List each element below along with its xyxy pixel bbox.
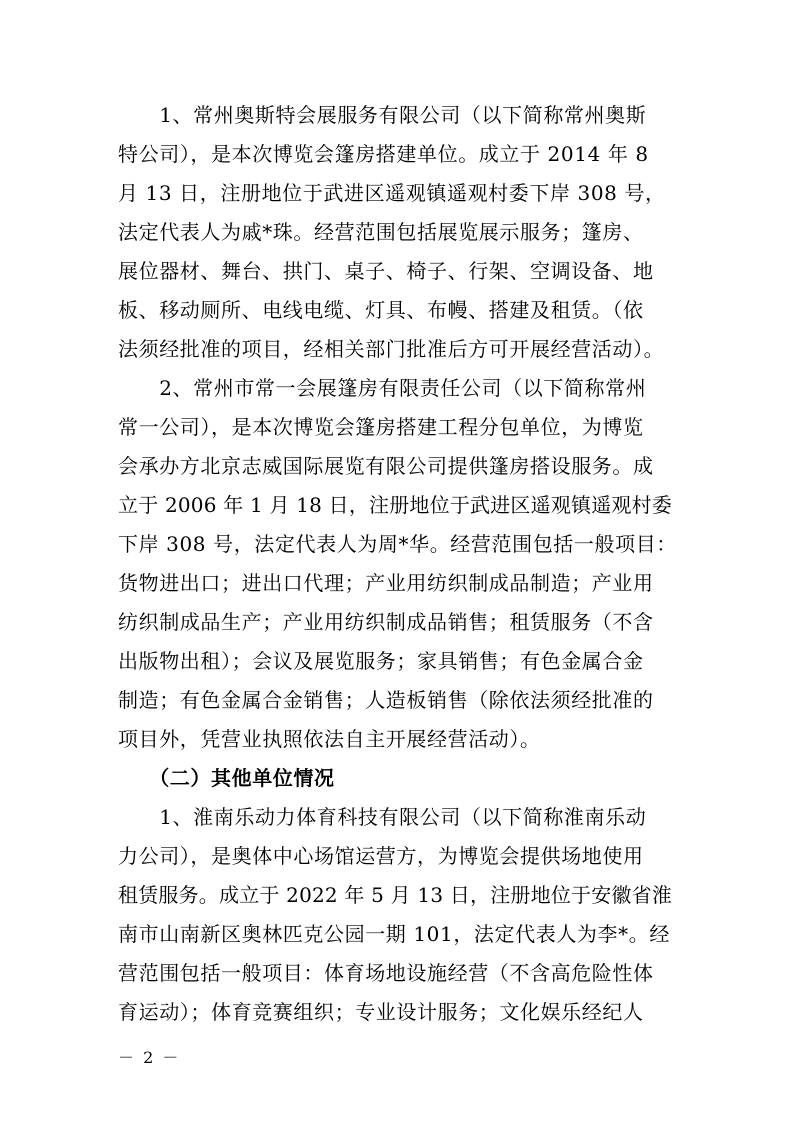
section-heading-other-units: （二）其他单位情况	[118, 766, 335, 790]
paragraph-line-22: 南市山南新区奥林匹克公园一期 101，法定代表人为李*。经	[118, 922, 670, 946]
paragraph-line-1: 1、常州奥斯特会展服务有限公司（以下简称常州奥斯	[118, 103, 647, 127]
paragraph-line-2: 特公司），是本次博览会篷房搭建单位。成立于 2014 年 8	[118, 142, 649, 166]
paragraph-line-23: 营范围包括一般项目：体育场地设施经营（不含高危险性体	[118, 961, 654, 985]
paragraph-line-24: 育运动）；体育竞赛组织；专业设计服务；文化娱乐经纪人	[118, 1000, 644, 1024]
paragraph-line-12: 下岸 308 号，法定代表人为周*华。经营范围包括一般项目：	[118, 532, 677, 556]
paragraph-line-14: 纺织制成品生产；产业用纺织制成品销售；租赁服务（不含	[118, 610, 654, 634]
paragraph-line-9: 常一公司），是本次博览会篷房搭建工程分包单位，为博览	[118, 415, 644, 439]
paragraph-line-5: 展位器材、舞台、拱门、桌子、椅子、行架、空调设备、地	[118, 259, 654, 283]
paragraph-line-6: 板、移动厕所、电线电缆、灯具、布幔、搭建及租赁。（依	[118, 298, 644, 322]
paragraph-line-8: 2、常州市常一会展篷房有限责任公司（以下简称常州	[118, 376, 647, 400]
paragraph-line-17: 项目外，凭营业执照依法自主开展经营活动）。	[118, 727, 541, 751]
paragraph-line-11: 立于 2006 年 1 月 18 日，注册地位于武进区遥观镇遥观村委	[118, 493, 673, 517]
paragraph-line-20: 力公司），是奥体中心场馆运营方，为博览会提供场地使用	[118, 844, 644, 868]
paragraph-line-4: 法定代表人为戚*珠。经营范围包括展览展示服务；篷房、	[118, 220, 644, 244]
paragraph-line-7: 法须经批准的项目，经相关部门批准后方可开展经营活动）。	[118, 337, 665, 361]
paragraph-line-21: 租赁服务。成立于 2022 年 5 月 13 日，注册地位于安徽省淮	[118, 883, 673, 907]
paragraph-line-19: 1、淮南乐动力体育科技有限公司（以下简称淮南乐动	[118, 805, 647, 829]
paragraph-line-10: 会承办方北京志威国际展览有限公司提供篷房搭设服务。成	[118, 454, 654, 478]
paragraph-line-16: 制造；有色金属合金销售；人造板销售（除依法须经批准的	[118, 688, 654, 712]
paragraph-line-3: 月 13 日，注册地位于武进区遥观镇遥观村委下岸 308 号，	[118, 181, 666, 205]
page-number: － 2 －	[118, 1048, 181, 1067]
paragraph-line-13: 货物进出口；进出口代理；产业用纺织制成品制造；产业用	[118, 571, 654, 595]
paragraph-line-15: 出版物出租）；会议及展览服务；家具销售；有色金属合金	[118, 649, 644, 673]
